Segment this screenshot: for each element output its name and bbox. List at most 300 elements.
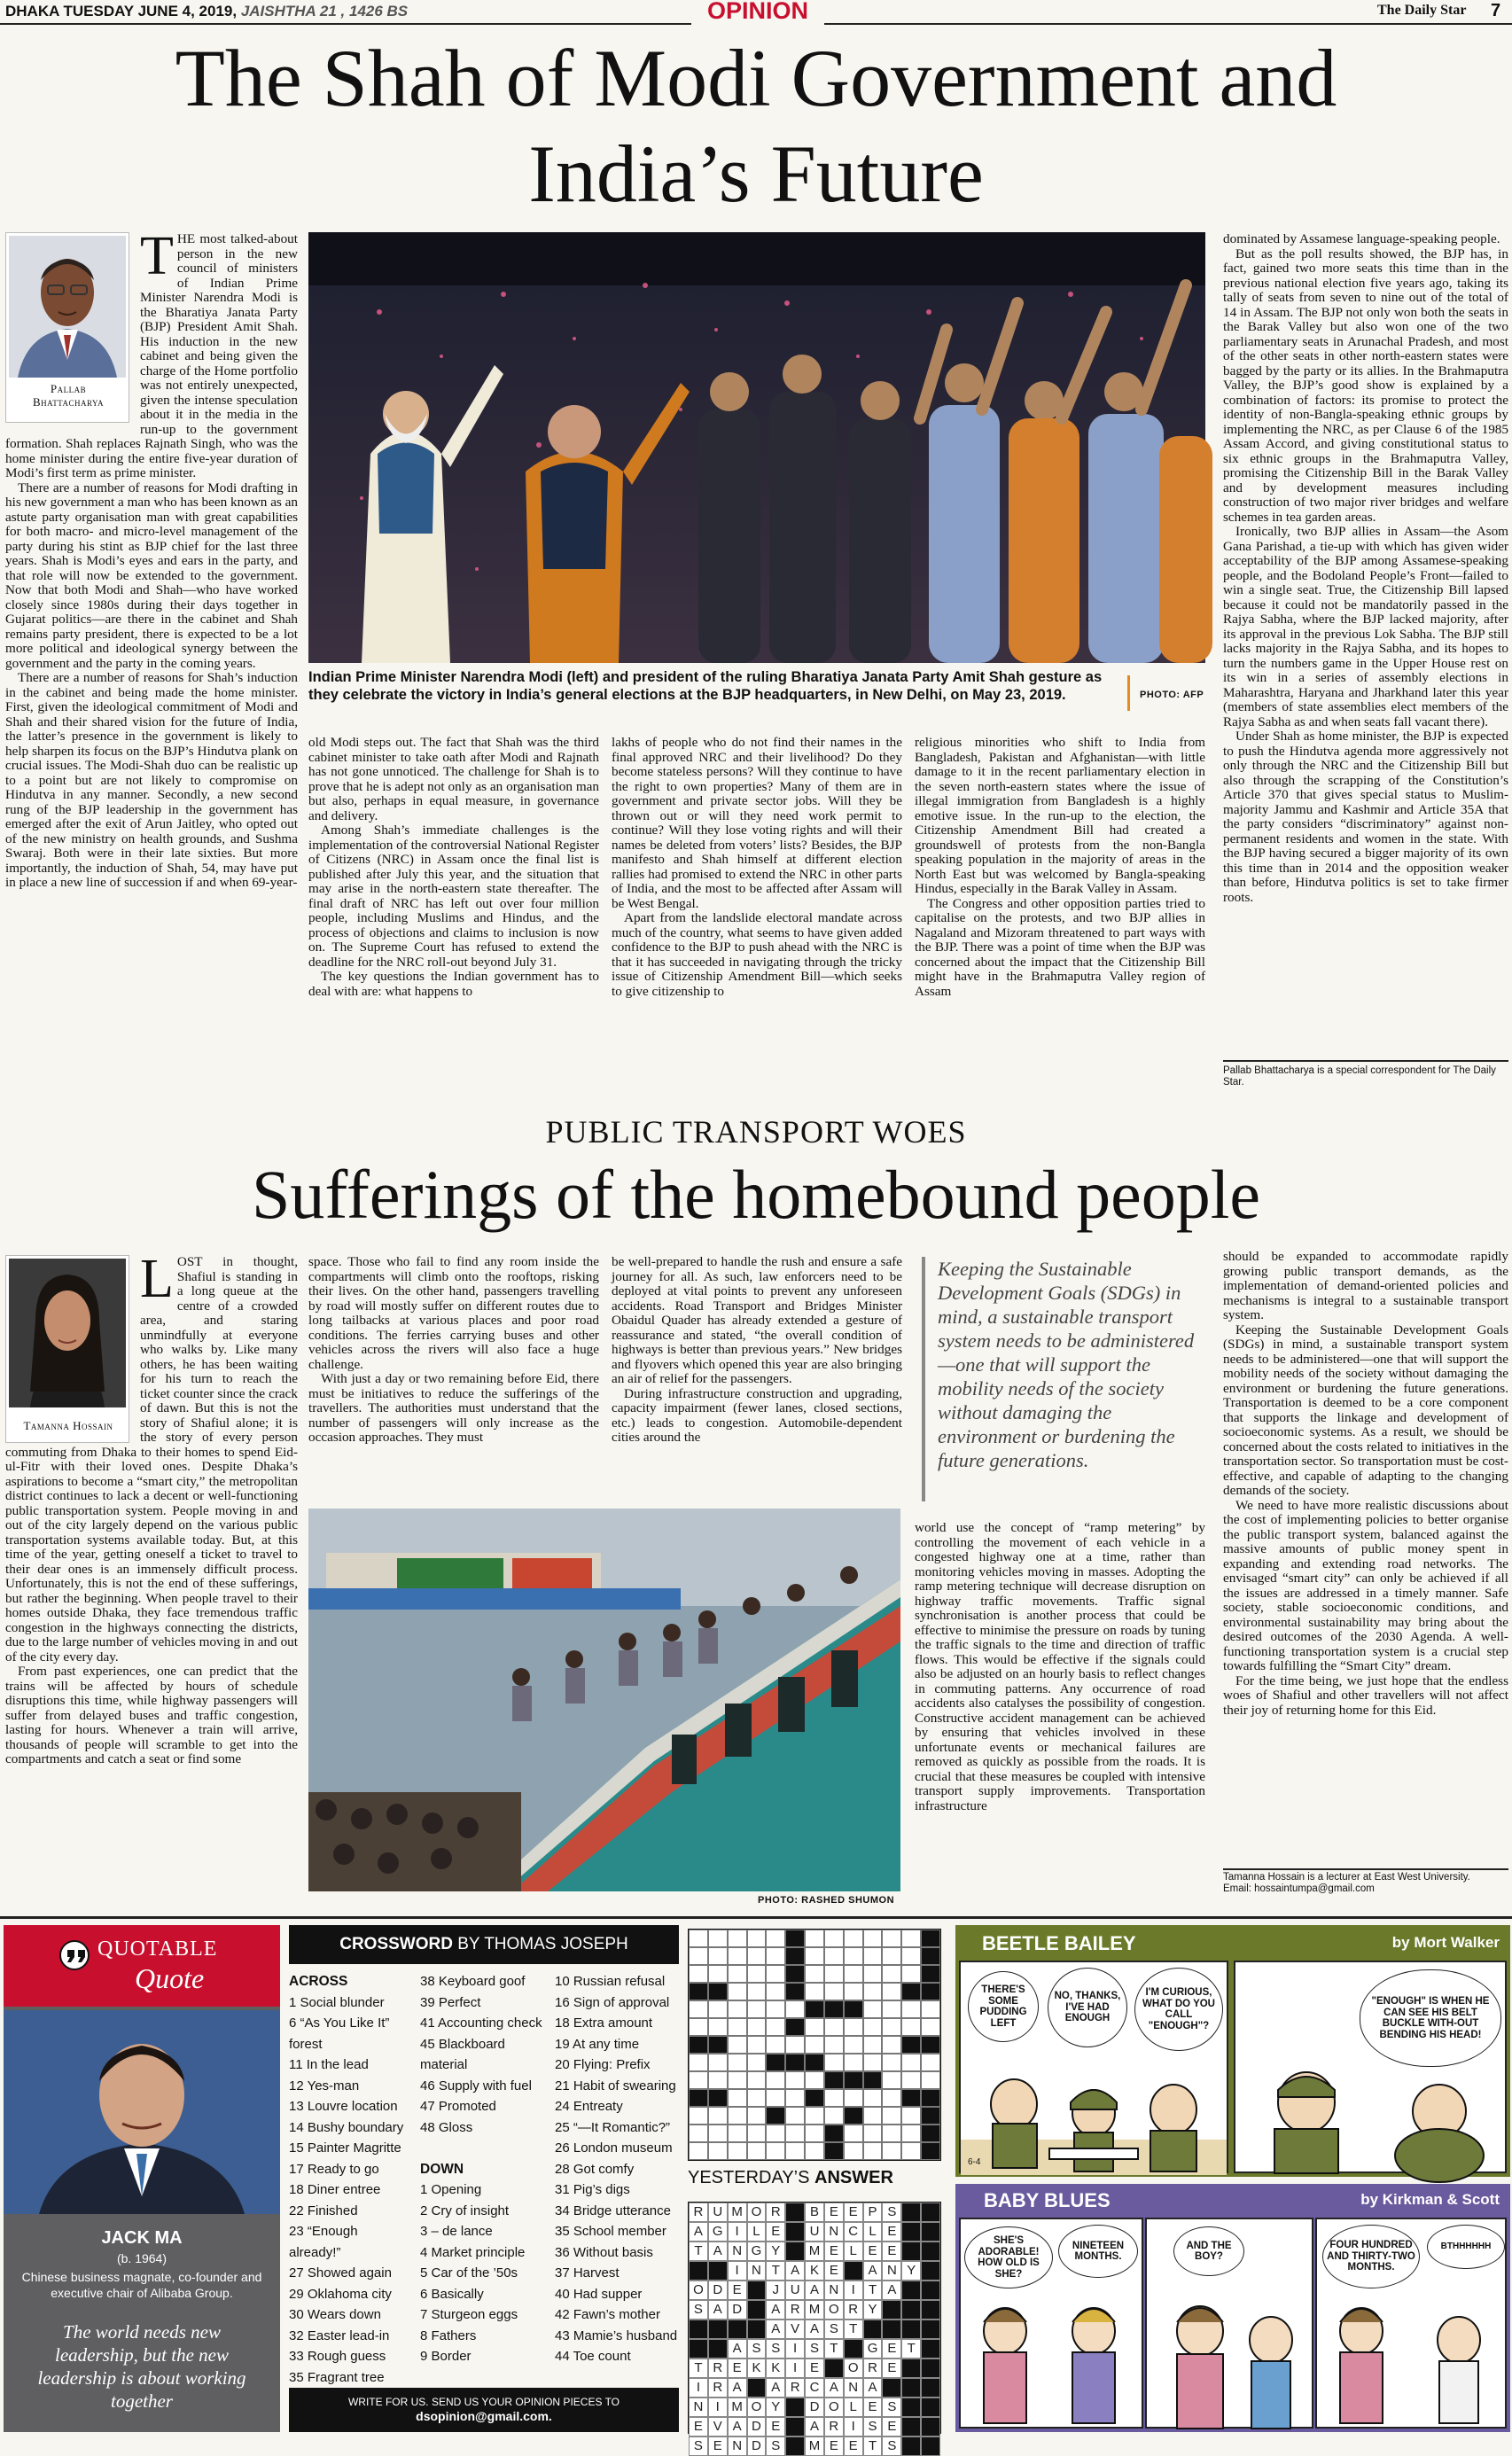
crossword-cell[interactable] [882,1947,901,1965]
crossword-cell[interactable] [747,2000,767,2018]
crossword-cell[interactable] [689,2054,708,2071]
crossword-cell[interactable] [728,2142,747,2160]
crossword-cell[interactable] [689,2142,708,2160]
answer-cell: N [728,2242,747,2261]
answer-cell: N [824,2281,844,2300]
crossword-cell [901,1983,921,2000]
clue: forest [289,2036,323,2052]
answer-cell: I [844,2281,863,2300]
crossword-cell[interactable] [708,2018,728,2036]
answer-cell: D [728,2300,747,2320]
crossword-cell[interactable] [805,1930,824,1947]
crossword-cell[interactable] [766,2071,785,2089]
crossword-cell[interactable] [921,2018,940,2036]
answer-cell [824,2359,844,2378]
crossword-cell[interactable] [689,1947,708,1965]
answer-cell: U [785,2281,805,2300]
answer-cell: K [805,2261,824,2281]
crossword-cell[interactable] [747,1947,767,1965]
clue: 21 Habit of swearing [555,2078,676,2093]
answer-cell [921,2417,940,2437]
crossword-cell[interactable] [824,2036,844,2054]
crossword-cell[interactable] [882,2142,901,2160]
masthead-date: DHAKA TUESDAY JUNE 4, 2019, JAISHTHA 21 , 1426 BS [5,3,409,19]
clue: 14 Bushy boundary [289,2119,404,2135]
crossword-cell [766,2107,785,2125]
crossword-cell[interactable] [844,2036,863,2054]
speech-bubble: "ENOUGH" IS WHEN HE CAN SEE HIS BELT BUCKLE WITH-OUT BENDING HIS HEAD! [1360,1969,1501,2067]
article2-col1: L OST in thought, Shafiul is standing in a long queue at the centre of a crowded area, and staring unmindfully at everyone who walks by. Like many others, he has been waiting for his turn to reach the ticket counter since the crack of dawn. But this is not the story of Shafiul alone; it is the story of every person commuting from Dhaka to their homes to spend Eid-ul-Fitr with their loved ones. Despite Dhaka’s aspirations to become a “smart city,” the metropolitan district continues to lack a decent or well-functioning public transportation system. People moving in and out of the city largely depend on the various public transportation systems available today. But, at this time of the year, getting oneself a ticket to travel to their dear ones is an immensely difficult process. Unfortunately, this is not the end of these sufferings, but rather the beginning. When people travel to their homes outside Dhaka, they face tremendous traffic congestion in the highways connecting the districts, due to the large number of vehicles moving in and out of the city every day. From past experiences, one can predict that the trains will be affected by hours of schedule disruptions this time, while highway passengers will suffer from delayed buses and traffic congestion, lasting for hours. Whenever a train will arrive, thousands of people will scramble to get into the compartments and catch a seat or find some [5,1249,298,1766]
clue: 20 Flying: Prefix [555,2057,651,2072]
clue: 44 Toe count [555,2349,631,2364]
quotable-title: QUOTABLE [97,1938,218,1961]
answer-cell [747,2281,767,2300]
crossword-cell[interactable] [901,2071,921,2089]
crossword-cell[interactable] [863,2036,883,2054]
crossword-cell[interactable] [824,1930,844,1947]
answer-cell [901,2378,921,2398]
crossword-cell[interactable] [882,2036,901,2054]
answer-cell: E [824,2242,844,2261]
answer-cell: R [708,2359,728,2378]
answer-cell: O [689,2281,708,2300]
baby-panel-2 [1145,2218,1313,2429]
answer-cell: K [766,2359,785,2378]
crossword-cell[interactable] [785,2036,805,2054]
crossword-cell[interactable] [785,2125,805,2142]
answer-cell [728,2320,747,2339]
crossword-cell[interactable] [708,2071,728,2089]
speech-bubble: FOUR HUNDRED AND THIRTY-TWO MONTHS. [1322,2225,1420,2288]
crossword-cell[interactable] [708,2142,728,2160]
crossword-cell[interactable] [882,1930,901,1947]
crossword-cell[interactable] [901,2000,921,2018]
crossword-cell[interactable] [785,2142,805,2160]
answer-cell: T [863,2437,883,2456]
crossword-cell[interactable] [805,2125,824,2142]
clue: 13 Louvre location [289,2099,398,2114]
crossword-cell[interactable] [882,2018,901,2036]
crossword-cell [844,2071,863,2089]
answer-cell: S [863,2417,883,2437]
crossword-cell[interactable] [708,2000,728,2018]
crossword-cell[interactable] [805,1983,824,2000]
answer-cell: E [882,2339,901,2359]
crossword-cell[interactable] [747,2125,767,2142]
crossword-cell[interactable] [708,2107,728,2125]
crossword-cell[interactable] [708,2054,728,2071]
crossword-cell [901,2036,921,2054]
clue: 17 Ready to go [289,2161,379,2177]
crossword-cell[interactable] [824,1965,844,1983]
crossword-cell[interactable] [824,1947,844,1965]
crossword-cell[interactable] [728,2089,747,2107]
crossword-cell[interactable] [747,2107,767,2125]
crossword-cell[interactable] [747,2018,767,2036]
clue: 12 Yes-man [289,2078,360,2093]
answer-cell: E [824,2261,844,2281]
section-divider [0,1916,1512,1919]
crossword-cell[interactable] [844,2054,863,2071]
crossword-cell[interactable] [747,2089,767,2107]
crossword-cell[interactable] [689,1965,708,1983]
answer-cell: T [824,2339,844,2359]
crossword-cell[interactable] [728,2000,747,2018]
answer-cell: T [901,2339,921,2359]
answer-cell: A [805,2281,824,2300]
crossword-cell[interactable] [747,2142,767,2160]
answer-cell [708,2261,728,2281]
crossword-cell[interactable] [901,2107,921,2125]
bio-rule-2 [1223,1868,1508,1870]
crossword-cell[interactable] [901,2125,921,2142]
answer-cell: E [882,2359,901,2378]
clues-col3 [555,1971,688,2367]
answer-cell: S [805,2339,824,2359]
crossword-cell[interactable] [785,2000,805,2018]
answer-cell [785,2437,805,2456]
quotee-born: (b. 1964) [116,2251,168,2265]
crossword-cell [824,2125,844,2142]
crossword-cell[interactable] [766,2036,785,2054]
crossword-cell[interactable] [901,1930,921,1947]
baby-byline: by Kirkman & Scott [1360,2191,1500,2208]
crossword-cell [921,1930,940,1947]
crossword-cell[interactable] [728,1947,747,1965]
beetle-characters [961,2051,1227,2175]
answer-cell: D [747,2417,767,2437]
clue: 26 London museum [555,2140,673,2156]
answer-cell: E [844,2203,863,2222]
answer-cell: I [728,2261,747,2281]
answer-cell [901,2281,921,2300]
crossword-cell[interactable] [901,1965,921,1983]
answer-cell: R [785,2300,805,2320]
crossword-cell[interactable] [785,2089,805,2107]
answer-cell [882,2300,901,2320]
crossword-cell[interactable] [728,2036,747,2054]
answer-cell: A [766,2300,785,2320]
crossword-cell[interactable] [863,1983,883,2000]
quotable-header [4,1925,280,2007]
crossword-cell[interactable] [728,1930,747,1947]
answer-cell [901,2398,921,2417]
crossword-cell[interactable] [882,2125,901,2142]
answer-cell [921,2300,940,2320]
crossword-cell[interactable] [901,2142,921,2160]
crossword-cell[interactable] [863,2054,883,2071]
crossword-cell[interactable] [824,2054,844,2071]
crossword-cell[interactable] [824,2107,844,2125]
crossword-cell[interactable] [766,1930,785,1947]
clue: 6 “As You Like It” [289,2015,390,2031]
crossword-cell[interactable] [882,2089,901,2107]
clue: 35 School member [555,2224,666,2239]
crossword-cell[interactable] [882,1965,901,1983]
answer-cell [785,2222,805,2242]
crossword-cell[interactable] [844,1930,863,1947]
crossword-cell[interactable] [747,1983,767,2000]
crossword-cell[interactable] [882,1983,901,2000]
crossword-cell[interactable] [805,2142,824,2160]
clue: material [420,2057,468,2072]
answer-cell: S [689,2437,708,2456]
clue: 9 Border [420,2349,472,2364]
crossword-cell [844,2000,863,2018]
answer-cell [901,2242,921,2261]
answer-cell [747,2320,767,2339]
answer-cell: A [863,2378,883,2398]
crossword-cell[interactable] [689,2125,708,2142]
answer-cell: E [708,2437,728,2456]
answer-cell: T [844,2320,863,2339]
crossword-cell[interactable] [901,2018,921,2036]
clue: 2 Cry of insight [420,2203,510,2218]
answer-cell: O [824,2300,844,2320]
answer-cell: T [689,2242,708,2261]
crossword-cell[interactable] [921,2054,940,2071]
crossword-cell [844,2107,863,2125]
crossword-cell[interactable] [728,2018,747,2036]
crossword-cell[interactable] [766,2125,785,2142]
photo-credit: PHOTO: AFP [1140,690,1204,700]
crossword-cell [689,2036,708,2054]
crossword-cell [921,2107,940,2125]
answer-cell: Y [901,2261,921,2281]
answer-cell [747,2378,767,2398]
crossword-cell[interactable] [728,1983,747,2000]
author-name: Pallab Bhattacharya [33,382,104,409]
crossword-cell[interactable] [785,2071,805,2089]
crossword-cell [921,1983,940,2000]
answer-cell [901,2417,921,2437]
crossword-cell[interactable] [863,2107,883,2125]
crossword-cell [805,2000,824,2018]
crossword-cell[interactable] [747,1930,767,1947]
crossword-cell[interactable] [844,2089,863,2107]
crossword-cell[interactable] [785,2107,805,2125]
crossword-cell[interactable] [747,2036,767,2054]
quotable-subtitle: Quote [135,1962,205,1994]
crossword-cell[interactable] [844,2018,863,2036]
crossword-cell[interactable] [708,1965,728,1983]
crossword-cell[interactable] [708,2125,728,2142]
clue: 43 Mamie’s husband [555,2327,678,2343]
crossword-cell[interactable] [766,1983,785,2000]
answer-cell: V [785,2320,805,2339]
answer-cell: S [824,2320,844,2339]
crossword-cell[interactable] [689,2107,708,2125]
crossword-cell[interactable] [805,2071,824,2089]
crossword-cell [785,1983,805,2000]
answer-cell: U [805,2222,824,2242]
baby-characters [961,2296,1142,2429]
crossword-cell[interactable] [921,2000,940,2018]
crossword-cell[interactable] [728,1965,747,1983]
crossword-cell[interactable] [805,1965,824,1983]
crossword-cell [785,2018,805,2036]
answer-cell [882,2320,901,2339]
crossword-cell[interactable] [708,1947,728,1965]
crossword-cell[interactable] [708,1930,728,1947]
crossword-cell[interactable] [882,2000,901,2018]
beetle-byline: by Mort Walker [1391,1934,1500,1951]
crossword-cell[interactable] [805,2036,824,2054]
crossword-cell[interactable] [747,2054,767,2071]
article2-col3: be well-prepared to handle the rush and ensure a safe journey for all. As such, law enforcers need to be deployed at vital points to prevent any unforeseen accidents. Road Transport and Bridges Minister Obaidul Quader has already extended a gesture of reassurance and stated, “the overall condition of highways is better than previous years.” New bridges and flyovers which opened this year are also bringing an air of relief for the passengers. During infrastructure construction and upgrading, capacity impairment (fewer lanes, closed sections, etc.) leads to congestion. Automobile-dependent cities around the [612,1254,902,1445]
crossword-cell[interactable] [728,2071,747,2089]
paper-name: The Daily Star [1377,3,1467,18]
crossword-cell[interactable] [863,2125,883,2142]
answer-cell: V [708,2417,728,2437]
crossword-cell [766,2054,785,2071]
crossword-cell[interactable] [824,2089,844,2107]
clue: 18 Diner entree [289,2182,381,2197]
crossword-cell [921,1965,940,1983]
crossword-cell[interactable] [728,2107,747,2125]
answer-grid [688,2202,941,2453]
answer-cell: E [689,2417,708,2437]
crossword-cell[interactable] [805,1947,824,1965]
answer-cell: S [689,2300,708,2320]
answer-cell: L [863,2222,883,2242]
crossword-cell[interactable] [805,2018,824,2036]
crossword-cell[interactable] [844,2142,863,2160]
crossword-cell[interactable] [901,1947,921,1965]
crossword-cell[interactable] [747,2071,767,2089]
crossword-cell[interactable] [766,2000,785,2018]
clue: 48 Gloss [420,2119,473,2135]
beetle-bailey-strip [955,1925,1510,2177]
answer-cell: E [824,2203,844,2222]
answer-cell: E [863,2242,883,2261]
answer-cell: R [824,2417,844,2437]
answer-cell: I [728,2222,747,2242]
crossword-cell[interactable] [766,2089,785,2107]
answer-cell: C [844,2222,863,2242]
crossword-cell [785,2054,805,2071]
quote-icon [57,1938,96,1973]
clue: 25 “—It Romantic?” [555,2119,671,2135]
section-label: OPINION [691,0,824,25]
crossword-cell[interactable] [728,2054,747,2071]
crossword-cell[interactable] [689,2018,708,2036]
answer-cell: S [766,2437,785,2456]
answer-cell: L [844,2398,863,2417]
article1-col5: dominated by Assamese language-speaking people. But as the poll results showed, the BJP has, in fact, gained two more seats this time than in the previous national election five years ago, taking its tally of seats from seven to nine out of the total of 14 in Assam. The BJP not only won both the seats in the Barak Valley but also won one of the two parliamentary seats in Arunachal Pradesh, and most of the other seats in other north-eastern states were bagged by the party or its allies. In the Brahmaputra Valley, the BJP’s good show is explained by a combination of factors: its promise to protect the identity of non-Bangla-speaking ethnic groups by implementing the NRC, as per Clause 6 of the 1985 Assam Accord, and giving constitutional status to six ethnic groups in the Brahmaputra Valley, promising the Citizenship Bill in the Barak Valley and by development measures including construction of two major river bridges and welfare schemes in tea garden areas. Ironically, two BJP allies in Assam—the Asom Gana Parishad, a tie-up with which has given wider acceptability of the BJP among Assamese-speaking people, and the Bodoland People’s Front—failed to win a single seat. True, the Citizenship Bill lapsed because it could not be mandatorily passed in the Rajya Sabha, where the BJP lacked majority, after its approval in the previous Lok Sabha. The BJP still lacks majority in the Rajya Sabha, and its hopes to turn the numbers game in the Upper House rest on its win in a series of assembly elections in Maharashtra, Haryana and Jharkhand later this year (members of state assemblies elect members of the Rajya Sabha as and when seats fall vacant there). Under Shah as home minister, the BJP is expected to push the Hindutva agenda more aggressively not only through the NRC and the Citizenship Bill but also through the scrapping of the Constitution’s Article 370 that gives special status to Muslim-majority Jammu and Kashmir and Article 35A that the party considers “discriminatory” against non-permanent residents and women in the state. With the BJP having secured a bigger majority of its own this time than in 2014 and the opposition weaker than before, Hindutva politics is set to take firmer roots. [1223,231,1508,905]
crossword-cell[interactable] [844,1965,863,1983]
crossword-grid[interactable] [688,1929,941,2161]
crossword-cell[interactable] [882,2107,901,2125]
clue: 6 Basically [420,2286,484,2302]
crossword-cell[interactable] [863,1965,883,1983]
crossword-cell[interactable] [766,2142,785,2160]
crossword-cell[interactable] [921,2071,940,2089]
crossword-cell[interactable] [863,2018,883,2036]
answer-cell [785,2242,805,2261]
crossword-cell[interactable] [747,1965,767,1983]
crossword-cell[interactable] [863,2142,883,2160]
answer-cell: E [766,2417,785,2437]
answer-cell: S [747,2339,767,2359]
answer-cell [844,2261,863,2281]
answer-cell: O [824,2398,844,2417]
crossword-cell[interactable] [689,2000,708,2018]
answer-cell: I [785,2359,805,2378]
crossword-cell[interactable] [824,2018,844,2036]
dropcap: T [140,226,174,286]
clue: 27 Showed again [289,2265,392,2281]
answer-cell: E [844,2437,863,2456]
answer-cell [689,2339,708,2359]
answer-cell: A [728,2378,747,2398]
crossword-cell[interactable] [882,2054,901,2071]
crossword-cell[interactable] [863,1930,883,1947]
clue: 1 Social blunder [289,1994,385,2010]
crossword-cell [824,2071,844,2089]
beetle-panel-1 [959,1961,1228,2173]
crossword-cell[interactable] [901,2054,921,2071]
clue: 5 Car of the ’50s [420,2265,518,2281]
crossword-cell[interactable] [766,2018,785,2036]
answer-cell: M [805,2300,824,2320]
answer-cell: D [708,2281,728,2300]
clue: 46 Supply with fuel [420,2078,532,2093]
answer-cell: R [785,2378,805,2398]
jack-ma-portrait [4,2010,280,2214]
speech-bubble: I'M CURIOUS, WHAT DO YOU CALL "ENOUGH"? [1134,1968,1223,2051]
crossword-cell[interactable] [728,2125,747,2142]
answer-cell [921,2378,940,2398]
modi-shah-photo [308,232,1205,663]
crossword-cell[interactable] [863,1947,883,1965]
answer-cell: R [689,2203,708,2222]
answer-cell: A [689,2222,708,2242]
crossword-cell[interactable] [844,2125,863,2142]
crossword-cell[interactable] [882,2071,901,2089]
author-name-2: Tamanna Hossain [23,1419,113,1432]
train-photo [308,1509,900,1891]
answer-cell [921,2398,940,2417]
crossword-cell[interactable] [689,2071,708,2089]
answer-cell: N [824,2222,844,2242]
answer-cell [708,2320,728,2339]
crossword-cell[interactable] [844,1947,863,1965]
crossword-cell[interactable] [766,1947,785,1965]
answer-cell: B [805,2203,824,2222]
crossword-cell[interactable] [824,1983,844,2000]
baby-panel-1 [959,2218,1143,2429]
crossword-cell [689,2089,708,2107]
speech-bubble: NINETEEN MONTHS. [1058,2225,1138,2278]
clue: 15 Painter Magritte [289,2140,401,2156]
answer-cell: G [708,2222,728,2242]
crossword-cell[interactable] [766,1965,785,1983]
answer-cell [901,2203,921,2222]
crossword-cell [805,2089,824,2107]
crossword-cell[interactable] [844,1983,863,2000]
crossword-cell[interactable] [805,2107,824,2125]
crossword-cell[interactable] [863,2000,883,2018]
speech-bubble: AND THE BOY? [1173,2226,1244,2276]
quotee-name: JACK MA [101,2228,183,2248]
answer-cell [689,2320,708,2339]
clue: 33 Rough guess [289,2349,386,2364]
crossword-cell [689,1983,708,2000]
answer-cell: E [728,2359,747,2378]
crossword-cell[interactable] [863,2089,883,2107]
crossword-cell[interactable] [689,1930,708,1947]
